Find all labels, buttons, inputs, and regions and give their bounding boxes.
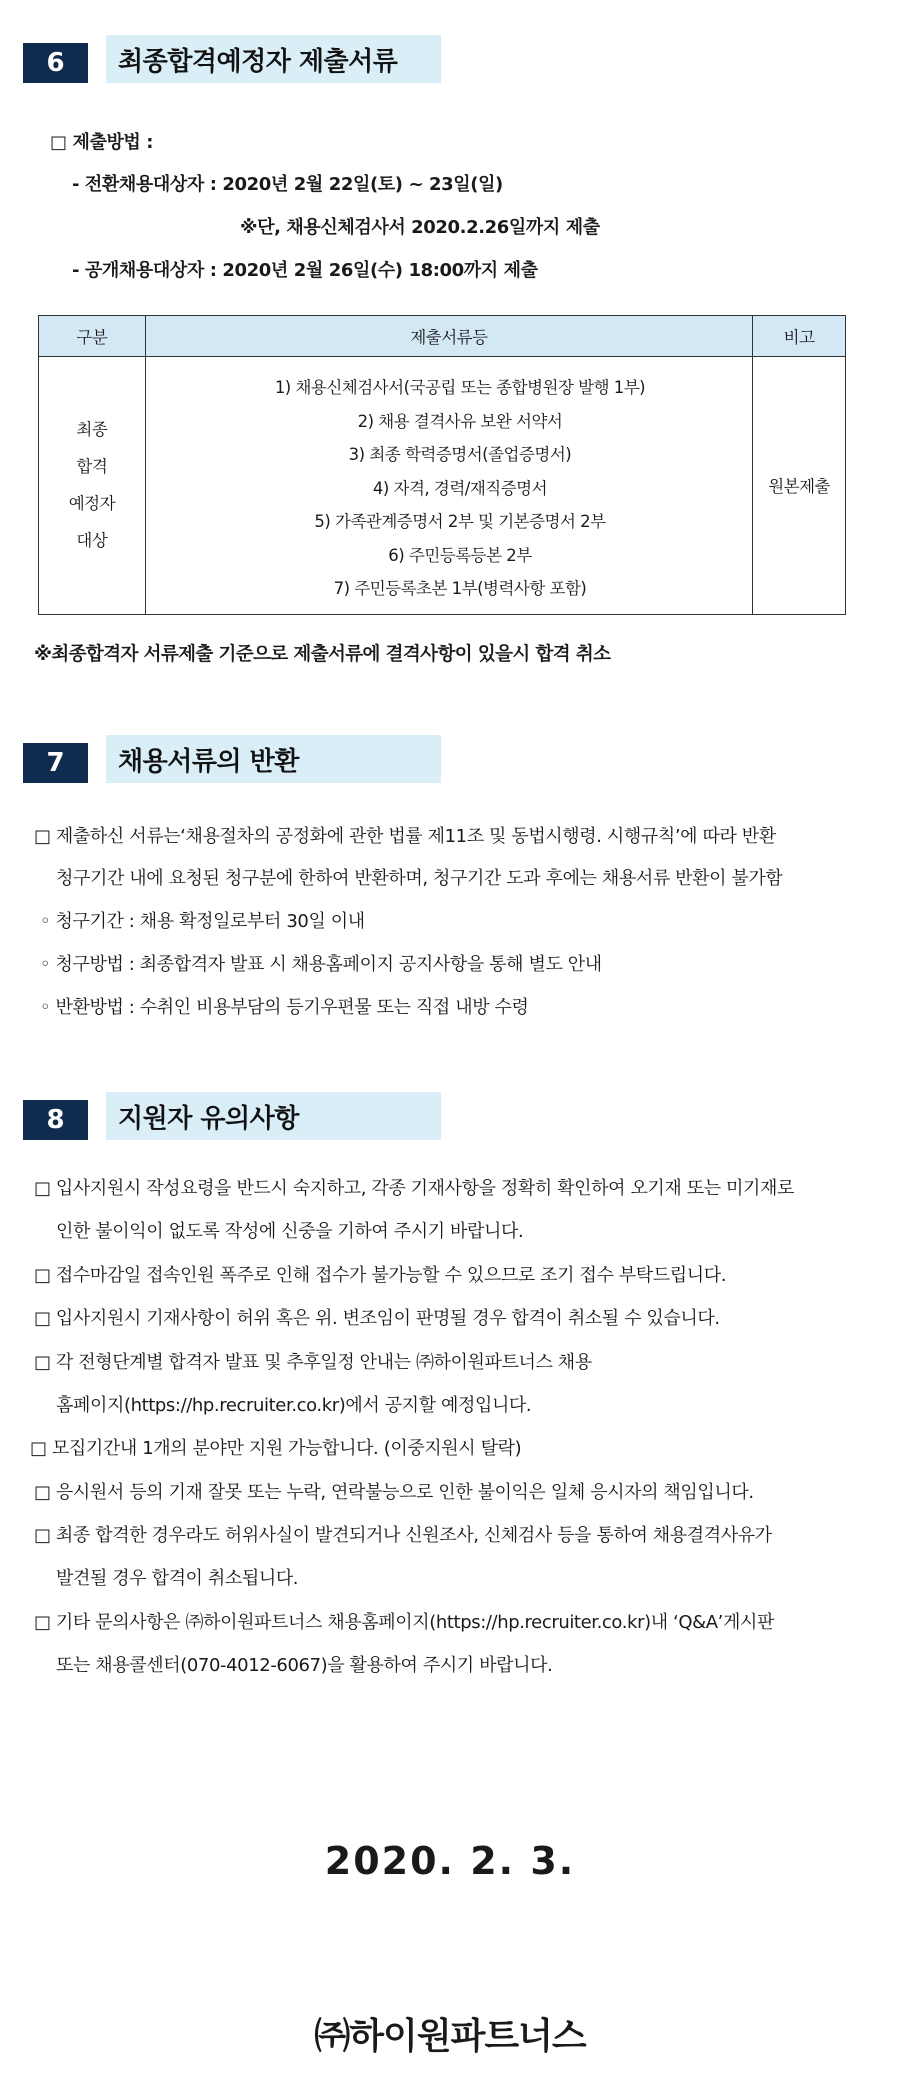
section-title: 지원자 유의사항 xyxy=(106,1092,441,1140)
notice-line: □ 기타 문의사항은 ㈜하이원파트너스 채용홈페이지(https://hp.recruiter.co.kr)내 ‘Q&A’게시판 xyxy=(34,1612,774,1633)
return-notice-line: 청구기간 내에 요청된 청구분에 한하여 반환하며, 청구기간 도과 후에는 채용서류 반환이 불가함 xyxy=(56,868,783,889)
remark-cell: 원본제출 xyxy=(753,357,846,615)
disqualification-footnote: ※최종합격자 서류제출 기준으로 제출서류에 결격사항이 있을시 합격 취소 xyxy=(34,644,611,665)
notice-line: □ 응시원서 등의 기재 잘못 또는 누락, 연락불능으로 인한 불이익은 일체 응시자의 책임입니다. xyxy=(34,1482,754,1503)
section-title: 채용서류의 반환 xyxy=(106,735,441,783)
table-row xyxy=(39,357,846,615)
documents-table xyxy=(38,315,846,615)
return-request-method: ◦ 청구방법 : 최종합격자 발표 시 채용홈페이지 공지사항을 통해 별도 안내 xyxy=(40,954,602,975)
notice-line: □ 최종 합격한 경우라도 허위사실이 발견되거나 신원조사, 신체검사 등을 통하여 채용결격사유가 xyxy=(34,1525,772,1546)
list-item: 3) 최종 학력증명서(졸업증명서) xyxy=(348,445,572,464)
section-number: 8 xyxy=(23,1100,88,1140)
return-period: ◦ 청구기간 : 채용 확정일로부터 30일 이내 xyxy=(40,911,365,932)
notice-line: 또는 채용콜센터(070-4012-6067)을 활용하여 주시기 바랍니다. xyxy=(56,1655,553,1676)
list-item: 1) 채용신체검사서(국공립 또는 종합병원장 발행 1부) xyxy=(274,378,646,397)
header-category: 구분 xyxy=(39,316,146,357)
section-number: 6 xyxy=(23,43,88,83)
header-remark: 비고 xyxy=(753,316,846,357)
submission-method-label: □ 제출방법 : xyxy=(50,132,154,153)
list-item: 4) 자격, 경력/재직증명서 xyxy=(372,478,548,498)
section-8-header xyxy=(23,1092,441,1140)
documents-list xyxy=(145,357,752,615)
notice-line: 인한 불이익이 없도록 작성에 신중을 기하여 주시기 바랍니다. xyxy=(56,1221,524,1242)
section-7-header xyxy=(23,735,441,783)
notice-line: □ 입사지원시 작성요령을 반드시 숙지하고, 각종 기재사항을 정확히 확인하여 오기재 또는 미기재로 xyxy=(34,1178,794,1199)
table-header-row xyxy=(39,316,846,357)
announcement-date: 2020. 2. 3. xyxy=(324,1839,576,1883)
section-title: 최종합격예정자 제출서류 xyxy=(106,35,441,83)
company-name: ㈜하이원파트너스 xyxy=(314,2016,586,2057)
notice-line: 홈페이지(https://hp.recruiter.co.kr)에서 공지할 예정입니다. xyxy=(56,1395,532,1416)
notice-line: 발견될 경우 합격이 취소됩니다. xyxy=(56,1568,299,1589)
notice-line: □ 모집기간내 1개의 분야만 지원 가능합니다. (이중지원시 탈락) xyxy=(30,1438,522,1459)
header-documents: 제출서류등 xyxy=(145,316,752,357)
list-item: 6) 주민등록등본 2부 xyxy=(388,545,532,565)
conversion-note: ※단, 채용신체검사서 2020.2.26일까지 제출 xyxy=(240,217,600,238)
return-delivery-method: ◦ 반환방법 : 수취인 비용부담의 등기우편물 또는 직접 내방 수령 xyxy=(40,997,529,1018)
section-6-header xyxy=(23,35,441,83)
notice-line: □ 접수마감일 접속인원 폭주로 인해 접수가 불가능할 수 있으므로 조기 접수 부탁드립니다. xyxy=(34,1265,727,1286)
public-schedule: - 공개채용대상자 : 2020년 2월 26일(수) 18:00까지 제출 xyxy=(72,260,538,281)
category-cell: 최종 합격 예정자 대상 xyxy=(39,357,146,615)
list-item: 2) 채용 결격사유 보완 서약서 xyxy=(357,411,563,431)
notice-line: □ 각 전형단계별 합격자 발표 및 추후일정 안내는 ㈜하이원파트너스 채용 xyxy=(34,1352,592,1373)
conversion-schedule: - 전환채용대상자 : 2020년 2월 22일(토) ~ 23일(일) xyxy=(72,174,503,195)
return-notice-line: □ 제출하신 서류는‘채용절차의 공정화에 관한 법률 제11조 및 동법시행령. 시행규칙’에 따라 반환 xyxy=(34,826,776,847)
list-item: 5) 가족관계증명서 2부 및 기본증명서 2부 xyxy=(314,512,606,531)
list-item: 7) 주민등록초본 1부(병력사항 포함) xyxy=(333,579,587,598)
notice-line: □ 입사지원시 기재사항이 허위 혹은 위. 변조임이 판명될 경우 합격이 취소될 수 있습니다. xyxy=(34,1308,720,1329)
section-number: 7 xyxy=(23,743,88,783)
